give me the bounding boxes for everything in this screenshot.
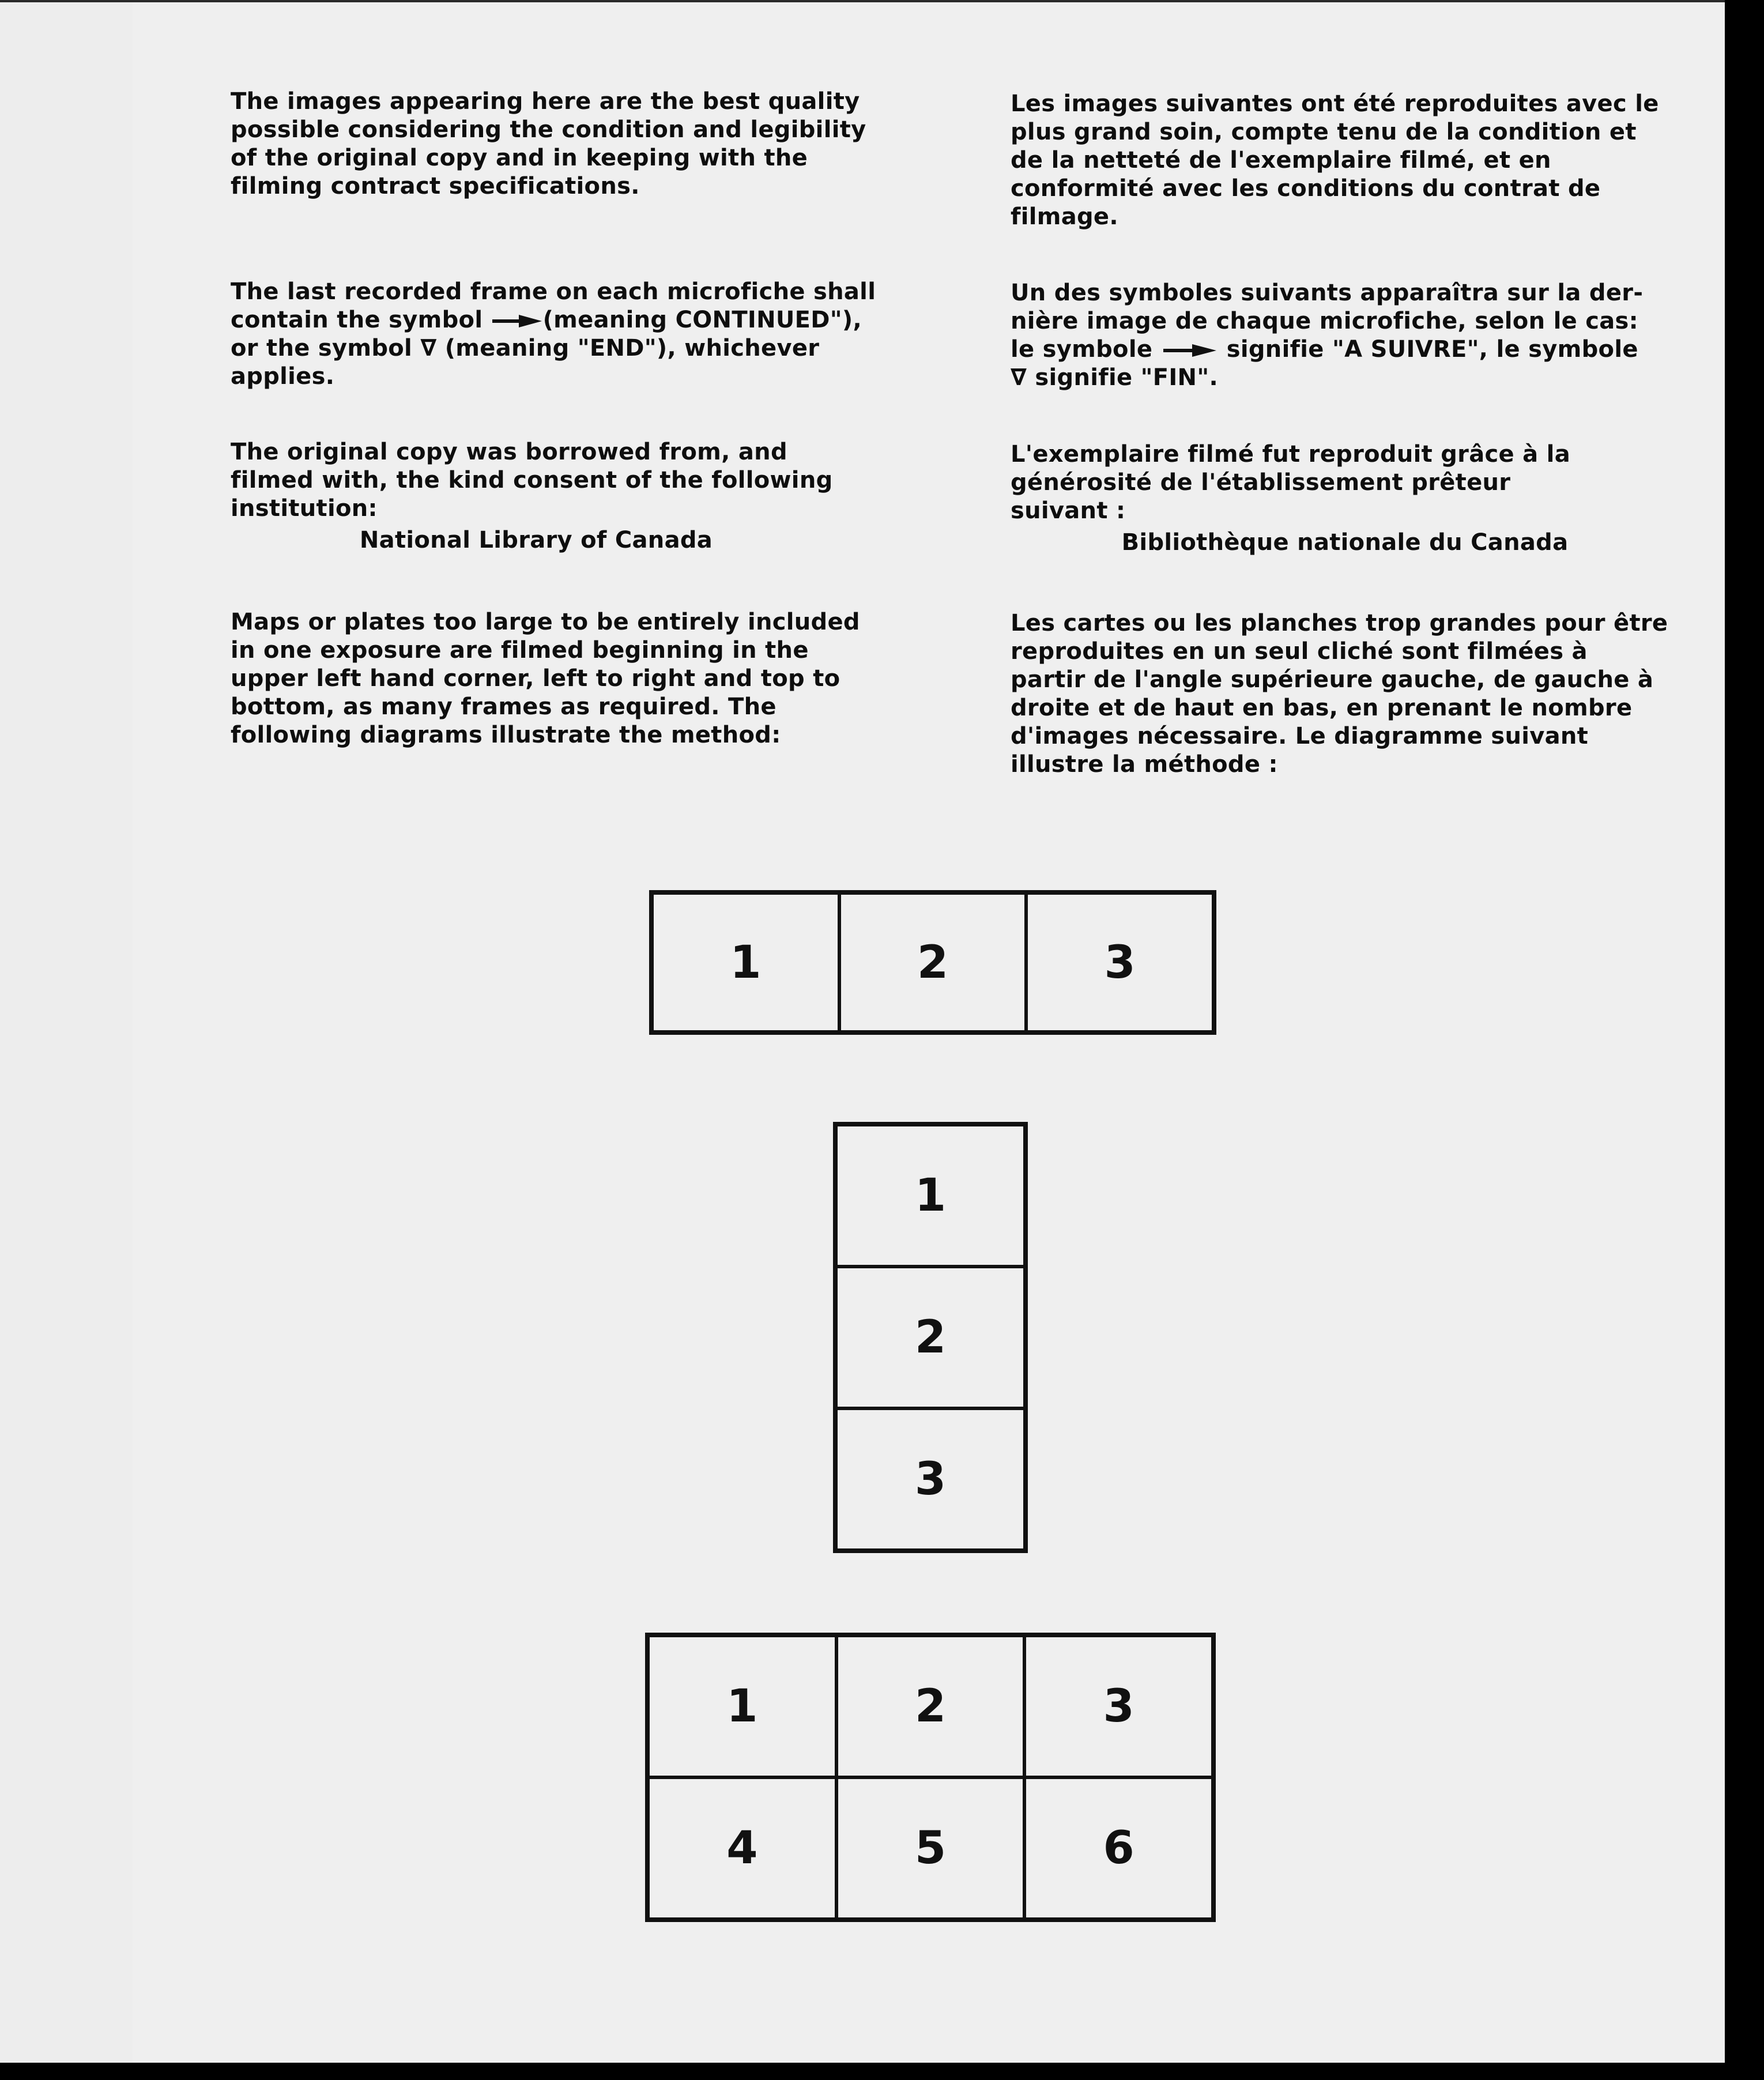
text-line xyxy=(231,334,876,363)
text-fragment: signifie "A SUIVRE", le symbole xyxy=(1226,336,1638,363)
text-line: d'images nécessaire. Le diagramme suivant xyxy=(1011,723,1589,749)
text-line: The last recorded frame on each microfiche shall xyxy=(231,278,876,305)
diagram-cell: 2 xyxy=(836,1267,1025,1408)
text-line: filmage. xyxy=(1011,204,1118,230)
diagram-cell: 2 xyxy=(839,893,1027,1032)
diagram-cell: 1 xyxy=(836,1125,1025,1267)
diagram-cell: 5 xyxy=(836,1777,1025,1919)
text-line: upper left hand corner, left to right and top to xyxy=(231,665,840,692)
text-fragment: or the symbol xyxy=(231,335,413,361)
text-line: suivant : xyxy=(1011,498,1126,524)
end-triangle-icon: ∇ xyxy=(1011,364,1027,391)
text-line: filmed with, the kind consent of the following xyxy=(231,467,833,493)
text-line: reproduites en un seul cliché sont filmées à xyxy=(1011,638,1588,665)
text-line: partir de l'angle supérieure gauche, de gauche à xyxy=(1011,666,1654,693)
text-line: in one exposure are filmed beginning in the xyxy=(231,637,809,664)
text-line: bottom, as many frames as required. The xyxy=(231,694,777,720)
text-fragment: signifie "FIN". xyxy=(1035,364,1218,391)
text-fragment: (meaning CONTINUED"), xyxy=(542,307,862,333)
text-line: of the original copy and in keeping with the xyxy=(231,145,808,171)
en-paragraph-method xyxy=(231,608,860,749)
en-paragraph-consent xyxy=(231,438,842,555)
text-line: générosité de l'établissement prêteur xyxy=(1011,469,1511,496)
text-line: nière image de chaque microfiche, selon le cas: xyxy=(1011,308,1638,334)
diagram-cell: 3 xyxy=(1024,1636,1213,1777)
diagram-column xyxy=(833,1122,1028,1553)
institution-name: National Library of Canada xyxy=(359,527,713,553)
diagram-grid xyxy=(645,1633,1216,1922)
diagram-cell: 3 xyxy=(836,1408,1025,1550)
text-fragment: (meaning "END"), whichever xyxy=(444,335,820,361)
text-line: illustre la méthode : xyxy=(1011,751,1278,778)
page-margin xyxy=(0,2,133,2063)
end-triangle-icon: ∇ xyxy=(420,335,437,361)
text-line: possible considering the condition and legibility xyxy=(231,116,866,143)
diagram-row xyxy=(649,890,1216,1035)
text-line: applies. xyxy=(231,363,335,390)
text-line: Maps or plates too large to be entirely included xyxy=(231,609,860,635)
text-line: plus grand soin, compte tenu de la condition et xyxy=(1011,119,1637,145)
fr-paragraph-method xyxy=(1011,609,1668,779)
fr-paragraph-consent xyxy=(1011,440,1616,557)
text-line: institution: xyxy=(231,495,378,522)
text-line: The original copy was borrowed from, and xyxy=(231,439,787,465)
diagram-cell: 2 xyxy=(836,1636,1025,1777)
fr-paragraph-symbols xyxy=(1011,279,1643,392)
diagram-cell: 1 xyxy=(648,1636,836,1777)
text-line xyxy=(1011,336,1643,364)
text-line: de la netteté de l'exemplaire filmé, et en xyxy=(1011,147,1551,174)
diagram-cell: 6 xyxy=(1024,1777,1213,1919)
text-line: droite et de haut en bas, en prenant le nombre xyxy=(1011,695,1633,721)
text-line: Les images suivantes ont été reproduites avec le xyxy=(1011,91,1659,117)
text-line: Un des symboles suivants apparaîtra sur la der- xyxy=(1011,280,1644,306)
text-line: conformité avec les conditions du contrat de xyxy=(1011,175,1601,202)
text-line: The images appearing here are the best quality xyxy=(231,88,860,115)
text-line xyxy=(1011,364,1643,392)
en-paragraph-quality xyxy=(231,88,866,201)
fr-paragraph-quality xyxy=(1011,90,1659,231)
text-fragment: le symbole xyxy=(1011,336,1153,363)
continued-arrow-icon xyxy=(1161,343,1219,358)
en-paragraph-symbols xyxy=(231,278,876,391)
diagram-cell: 1 xyxy=(652,893,839,1032)
text-line: L'exemplaire filmé fut reproduit grâce à la xyxy=(1011,441,1570,468)
text-line: filming contract specifications. xyxy=(231,173,640,199)
diagram-cell: 4 xyxy=(648,1777,836,1919)
diagram-cell: 3 xyxy=(1026,893,1213,1032)
institution-name: Bibliothèque nationale du Canada xyxy=(1121,529,1569,556)
continued-arrow-icon xyxy=(491,314,543,329)
text-line: Les cartes ou les planches trop grandes pour être xyxy=(1011,610,1668,636)
text-fragment: contain the symbol xyxy=(231,307,483,333)
text-line xyxy=(231,306,876,334)
text-line: following diagrams illustrate the method: xyxy=(231,722,781,748)
